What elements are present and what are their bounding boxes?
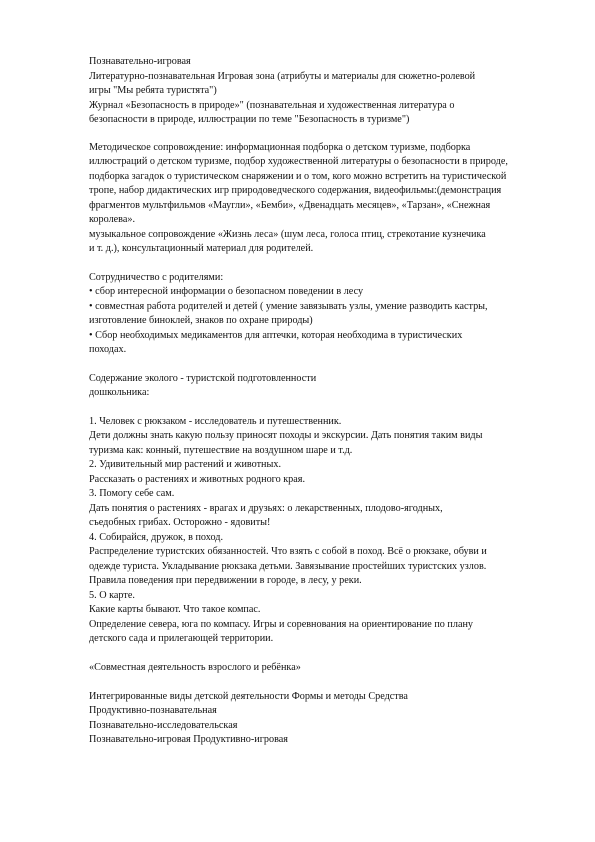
text-line: Познавательно-игровая Продуктивно-игровая [89, 734, 288, 745]
list-item: • совместная работа родителей и детей ( умение завязывать узлы, умение разводить кастры, [89, 301, 488, 312]
text-line: подборка загадок о туристическом снаряжении и о том, кого можно встретить на туристической [89, 171, 507, 182]
text-line: детского сада и прилегающей территории. [89, 633, 274, 644]
list-item: 3. Помогу себе сам. [89, 488, 175, 499]
text-line: съедобных грибах. Осторожно - ядовиты! [89, 517, 271, 528]
text-line: Распределение туристских обязанностей. Что взять с собой в поход. Всё о рюкзаке, обуви и [89, 546, 487, 557]
list-item: 4. Собирайся, дружок, в поход. [89, 532, 223, 543]
text-line: и т. д.), консультационный материал для родителей. [89, 243, 314, 254]
section-heading: Сотрудничество с родителями: [89, 272, 224, 283]
text-line: королева». [89, 214, 136, 225]
text-line: тропе, набор дидактических игр природоведческого содержания, видеофильмы:(демонстрация [89, 185, 502, 196]
list-item: • сбор интересной информации о безопасном поведении в лесу [89, 286, 364, 297]
section-heading: Содержание эколого - туристской подготовленности [89, 373, 317, 384]
text-line: Продуктивно-познавательная [89, 705, 217, 716]
text-line: безопасности в природе, иллюстрации по теме "Безопасность в туризме") [89, 114, 410, 125]
text-line: Рассказать о растениях и животных родного края. [89, 474, 306, 485]
list-item: • Сбор необходимых медикаментов для аптечки, которая необходима в туристических [89, 330, 463, 341]
text-line: Правила поведения при передвижении в городе, в лесу, у реки. [89, 575, 362, 586]
text-line: Какие карты бывают. Что такое компас. [89, 604, 261, 615]
text-line: Познавательно-исследовательская [89, 720, 238, 731]
section-heading: дошкольника: [89, 387, 150, 398]
text-line: Познавательно-игровая [89, 56, 191, 67]
text-line: Дать понятия о растениях - врагах и друзьях: о лекарственных, плодово-ягодных, [89, 503, 443, 514]
text-line: туризма как: конный, путешествие на воздушном шаре и т.д. [89, 445, 353, 456]
list-item: 5. О карте. [89, 590, 135, 601]
text-line: Определение севера, юга по компасу. Игры и соревнования на ориентирование по плану [89, 619, 474, 630]
text-line: Журнал «Безопасность в природе»" (познавательная и художественная литература о [89, 100, 455, 111]
text-line: Дети должны знать какую пользу приносят походы и экскурсии. Дать понятия таким виды [89, 430, 483, 441]
text-line: иллюстраций о детском туризме, подбор художественной литературы о безопасности в природе, [89, 156, 508, 167]
text-line: Интегрированные виды детской деятельности Формы и методы Средства [89, 691, 408, 702]
text-line: игры "Мы ребята туристята") [89, 85, 217, 96]
text-line: изготовление биноклей, знаков по охране природы) [89, 315, 313, 326]
text-line: одежде туриста. Укладывание рюкзака детьми. Завязывание простейших туристских узлов. [89, 561, 487, 572]
section-heading: «Совместная деятельность взрослого и ребёнка» [89, 662, 301, 673]
text-line: фрагментов мультфильмов «Маугли», «Бемби», «Двенадцать месяцев», «Тарзан», «Снежная [89, 200, 491, 211]
text-line: Методическое сопровождение: информационная подборка о детском туризме, подборка [89, 142, 471, 153]
list-item: 2. Удивительный мир растений и животных. [89, 459, 281, 470]
text-line: музыкальное сопровождение «Жизнь леса» (шум леса, голоса птиц, стрекотание кузнечика [89, 229, 486, 240]
text-line: походах. [89, 344, 127, 355]
text-line: Литературно-познавательная Игровая зона (атрибуты и материалы для сюжетно-ролевой [89, 71, 476, 82]
list-item: 1. Человек с рюкзаком - исследователь и путешественник. [89, 416, 342, 427]
